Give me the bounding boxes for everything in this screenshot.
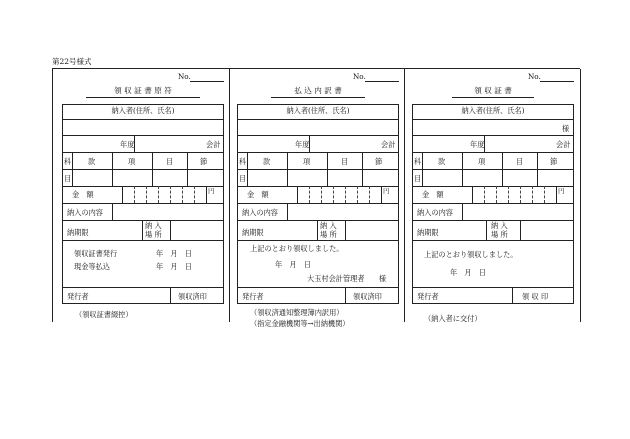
rule xyxy=(170,287,171,304)
panel-title: 領 収 証 書 xyxy=(474,86,512,95)
setsu-label: 節 xyxy=(200,157,208,166)
rule xyxy=(532,186,533,203)
rule xyxy=(237,119,399,120)
kamoku-label-bottom: 目 xyxy=(64,174,72,183)
rule xyxy=(237,220,399,221)
amount-label: 金 額 xyxy=(72,190,94,199)
rule xyxy=(237,135,399,136)
fiscal-year-label: 年度 xyxy=(120,140,135,149)
rule xyxy=(412,135,574,136)
rule xyxy=(412,169,574,170)
fiscal-year-label: 年度 xyxy=(295,140,310,149)
rule xyxy=(237,186,399,187)
panel-footer: （納入者に交付） xyxy=(424,314,482,323)
stamp-label: 領 収 印 xyxy=(522,292,549,301)
rule xyxy=(122,186,123,203)
rule xyxy=(345,186,346,203)
rule xyxy=(345,220,346,240)
form-number-label: 第22号様式 xyxy=(52,57,92,66)
kou-label: 項 xyxy=(303,157,311,166)
rule xyxy=(142,220,143,240)
form-table xyxy=(62,104,224,304)
receipt-number-label: No. xyxy=(353,72,366,81)
issuer-label: 発行者 xyxy=(242,292,264,301)
rule xyxy=(62,186,224,187)
form-table xyxy=(412,104,574,304)
rule xyxy=(381,186,382,203)
rule xyxy=(237,287,399,288)
received-statement: 上記のとおり領収しました。 xyxy=(424,250,518,259)
moku-label: 目 xyxy=(341,157,349,166)
place-label-line2: 場 所 xyxy=(491,230,508,239)
panel-footer-line2: （指定金融機関等→出納機関） xyxy=(250,319,350,328)
rule xyxy=(412,119,574,120)
account-label: 会計 xyxy=(381,140,396,149)
kamoku-label-bottom: 目 xyxy=(239,174,247,183)
yen-label: 円 xyxy=(558,187,565,195)
place-label-line1: 納 入 xyxy=(491,221,508,230)
rule xyxy=(544,186,545,203)
rule xyxy=(62,240,224,241)
rule xyxy=(237,203,399,204)
rule xyxy=(333,186,334,203)
title-underline xyxy=(271,97,365,98)
moku-label: 目 xyxy=(516,157,524,166)
rule xyxy=(412,186,574,187)
panel-receipt xyxy=(412,69,586,322)
kamoku-label-top: 科 xyxy=(414,157,422,166)
rule xyxy=(317,220,318,240)
receipt-number-label: No. xyxy=(528,72,541,81)
rule xyxy=(62,135,224,136)
rule xyxy=(62,220,224,221)
cash-paid-date: 年 月 日 xyxy=(156,262,192,271)
yen-label: 円 xyxy=(383,187,390,195)
rule xyxy=(62,287,224,288)
payer-label: 納入者(住所、氏名) xyxy=(461,106,525,115)
place-label-line2: 場 所 xyxy=(320,230,337,239)
rule xyxy=(146,186,147,203)
rule xyxy=(170,186,171,203)
payer-label: 納入者(住所、氏名) xyxy=(111,106,175,115)
kan-label: 款 xyxy=(438,157,446,166)
received-date: 年 月 日 xyxy=(275,260,311,269)
place-label-line2: 場 所 xyxy=(145,230,162,239)
content-label: 納入の内容 xyxy=(417,208,453,217)
panel-receipt-stub xyxy=(62,69,236,322)
rule xyxy=(512,287,513,304)
kamoku-label-bottom: 目 xyxy=(414,174,422,183)
rule xyxy=(158,186,159,203)
honorific-sama: 様 xyxy=(562,124,570,133)
stamp-label: 領収済印 xyxy=(178,292,207,301)
rule xyxy=(345,287,346,304)
kan-label: 款 xyxy=(88,157,96,166)
rule xyxy=(206,186,207,203)
receipt-number-line xyxy=(540,81,574,82)
setsu-label: 節 xyxy=(375,157,383,166)
rule xyxy=(412,287,574,288)
issuer-label: 発行者 xyxy=(417,292,439,301)
treasurer-addressee: 大玉村会計管理者 様 xyxy=(307,274,387,283)
receipt-number-line xyxy=(190,81,224,82)
title-underline xyxy=(86,97,200,98)
rule xyxy=(237,240,399,241)
rule xyxy=(508,186,509,203)
account-label: 会計 xyxy=(556,140,571,149)
rule xyxy=(496,186,497,203)
stamp-label: 領収済印 xyxy=(353,292,382,301)
rule xyxy=(134,186,135,203)
content-label: 納入の内容 xyxy=(67,208,103,217)
rule xyxy=(412,203,574,204)
content-label: 納入の内容 xyxy=(242,208,278,217)
due-date-label: 納期限 xyxy=(417,228,439,237)
rule xyxy=(62,119,224,120)
panel-payment-breakdown xyxy=(237,69,411,328)
rule xyxy=(112,203,113,220)
amount-label: 金 額 xyxy=(422,190,444,199)
rule xyxy=(237,169,399,170)
fiscal-year-label: 年度 xyxy=(470,140,485,149)
moku-label: 目 xyxy=(166,157,174,166)
rule xyxy=(62,169,224,170)
panel-footer-line1: （領収済通知整理簿内訳用） xyxy=(250,308,344,317)
rule xyxy=(182,186,183,203)
due-date-label: 納期限 xyxy=(242,228,264,237)
rule xyxy=(520,186,521,203)
rule xyxy=(412,240,574,241)
kan-label: 款 xyxy=(263,157,271,166)
rule xyxy=(287,203,288,220)
outer-left-border xyxy=(52,69,53,322)
payer-label: 納入者(住所、氏名) xyxy=(286,106,350,115)
title-underline xyxy=(452,97,534,98)
rule xyxy=(237,152,399,153)
kamoku-label-top: 科 xyxy=(239,157,247,166)
issuer-label: 発行者 xyxy=(67,292,89,301)
amount-label: 金 額 xyxy=(247,190,269,199)
rule xyxy=(309,186,310,203)
yen-label: 円 xyxy=(208,187,215,195)
rule xyxy=(369,186,370,203)
panel-footer: （領収証書綴控） xyxy=(75,310,133,319)
setsu-label: 節 xyxy=(550,157,558,166)
cash-paid-label: 現金等払込 xyxy=(74,262,110,271)
rule xyxy=(556,186,557,203)
receipt-number-line xyxy=(365,81,399,82)
rule xyxy=(170,220,171,240)
rule xyxy=(484,186,485,203)
received-date: 年 月 日 xyxy=(450,268,486,277)
panel-title: 領 収 証 書 原 符 xyxy=(114,86,172,95)
account-label: 会計 xyxy=(206,140,221,149)
rule xyxy=(62,152,224,153)
panel-title: 払 込 内 訳 書 xyxy=(294,86,342,95)
rule xyxy=(520,220,521,240)
issued-label: 領収証書発行 xyxy=(74,249,118,258)
rule xyxy=(357,186,358,203)
rule xyxy=(62,203,224,204)
place-label-line1: 納 入 xyxy=(145,221,162,230)
kamoku-label-top: 科 xyxy=(64,157,72,166)
rule xyxy=(472,186,473,203)
rule xyxy=(462,203,463,220)
rule xyxy=(297,186,298,203)
received-statement: 上記のとおり領収しました。 xyxy=(250,244,344,253)
receipt-number-label: No. xyxy=(178,72,191,81)
rule xyxy=(412,152,574,153)
rule xyxy=(486,220,487,240)
rule xyxy=(194,186,195,203)
kou-label: 項 xyxy=(128,157,136,166)
issued-date: 年 月 日 xyxy=(156,249,192,258)
rule xyxy=(321,186,322,203)
due-date-label: 納期限 xyxy=(67,228,89,237)
kou-label: 項 xyxy=(478,157,486,166)
place-label-line1: 納 入 xyxy=(320,221,337,230)
